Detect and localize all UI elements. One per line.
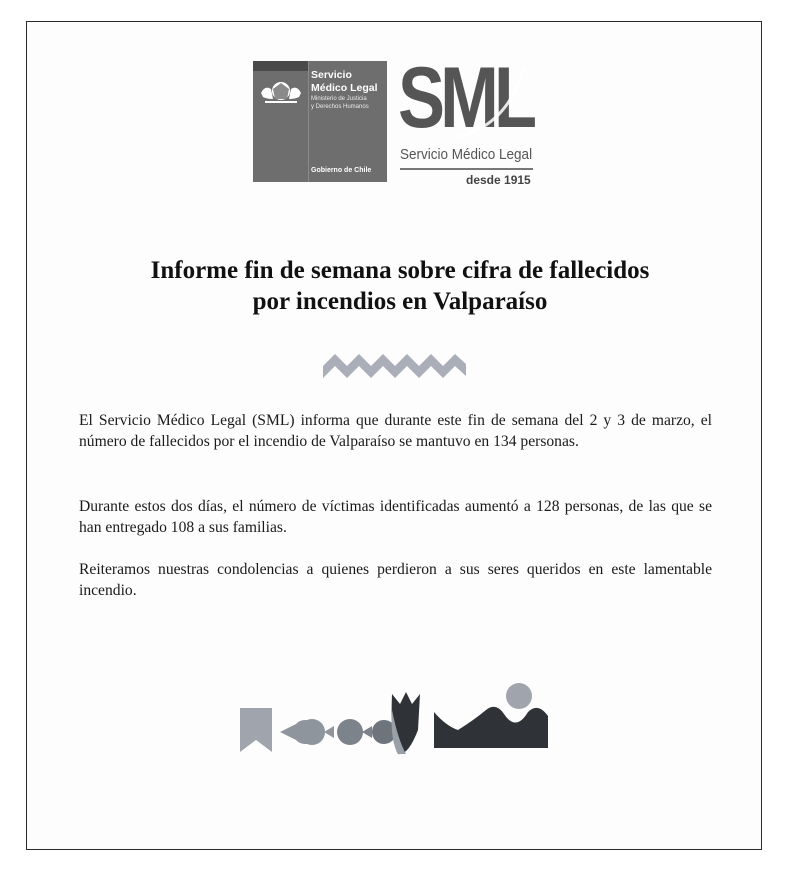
flag-stripe bbox=[253, 61, 308, 71]
paragraph-3: Reiteramos nuestras condolencias a quienes perdieron a sus seres queridos en este lamentable incendio. bbox=[79, 561, 712, 599]
sml-acronym: SML bbox=[398, 50, 533, 146]
logo-divider bbox=[308, 61, 309, 182]
since-label: desde 1915 bbox=[466, 173, 531, 187]
ministry-line-2: y Derechos Humanos bbox=[311, 103, 369, 110]
ministry-name bbox=[311, 96, 369, 111]
title-line-2: por incendios en Valparaíso bbox=[252, 288, 548, 315]
document-title bbox=[60, 255, 740, 317]
coat-of-arms-icon bbox=[259, 75, 303, 105]
institution-name bbox=[311, 69, 378, 95]
ministry-line-1: Ministerio de Justicia bbox=[311, 96, 367, 102]
footer-decoration-icon bbox=[238, 680, 550, 755]
decorative-wave-icon bbox=[323, 350, 466, 382]
government-label: Gobierno de Chile bbox=[311, 167, 372, 174]
logo-rule bbox=[400, 168, 533, 170]
title-line-1: Informe fin de semana sobre cifra de fallecidos bbox=[150, 257, 650, 284]
paragraph-1: El Servicio Médico Legal (SML) informa que durante este fin de semana del 2 y 3 de marzo, el número de fallecidos por el incendio de Valparaíso se mantuvo en 134 personas. bbox=[79, 412, 712, 450]
institution-line-1: Servicio bbox=[311, 69, 352, 81]
service-name: Servicio Médico Legal bbox=[400, 146, 533, 163]
institution-line-2: Médico Legal bbox=[311, 82, 378, 94]
government-logo bbox=[253, 61, 387, 182]
sml-logo bbox=[398, 50, 538, 195]
paragraph-2: Durante estos dos días, el número de víctimas identificadas aumentó a 128 personas, de las que se han entregado 108 a sus familias. bbox=[79, 498, 712, 536]
logo-arc-icon bbox=[398, 50, 538, 146]
